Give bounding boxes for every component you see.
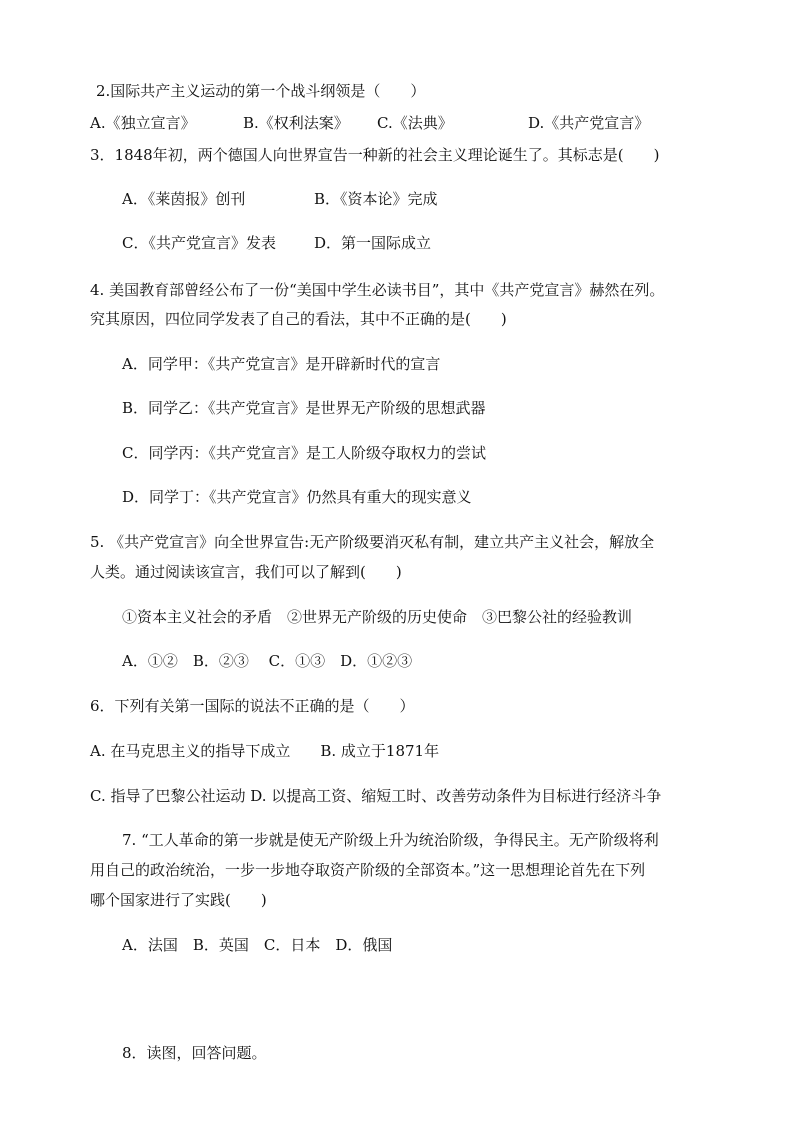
question-4-option-b: B．同学乙：《共产党宣言》是世界无产阶级的思想武器 — [122, 399, 486, 417]
question-7-stem-line-3: 哪个国家进行了实践( ) — [90, 891, 267, 909]
question-8-stem: 8．读图，回答问题。 — [122, 1044, 267, 1062]
question-7-stem-line-1: 7. “工人革命的第一步就是使无产阶级上升为统治阶级，争得民主。无产阶级将利 — [122, 831, 659, 849]
question-5-options: A．①② B．②③ C．①③ D．①②③ — [122, 652, 413, 670]
question-2-option-a: A.《独立宣言》 — [90, 114, 196, 132]
question-4-option-c: C．同学丙：《共产党宣言》是工人阶级夺取权力的尝试 — [122, 444, 486, 462]
question-2-option-c: C.《法典》 — [377, 114, 453, 132]
question-5-stem-line-1: 5. 《共产党宣言》向全世界宣告:无产阶级要消灭私有制，建立共产主义社会，解放全 — [90, 533, 655, 551]
question-4-option-a: A．同学甲：《共产党宣言》是开辟新时代的宣言 — [122, 355, 441, 373]
question-3-option-b: B．《资本论》完成 — [314, 190, 438, 208]
question-3-option-c: C．《共产党宣言》发表 — [122, 234, 276, 252]
question-7-options: A．法国 B．英国 C．日本 D．俄国 — [122, 936, 393, 954]
question-4-stem-line-2: 究其原因，四位同学发表了自己的看法，其中不正确的是( ) — [90, 310, 507, 328]
question-4-option-d: D．同学丁：《共产党宣言》仍然具有重大的现实意义 — [122, 488, 472, 506]
question-3-stem: 3．1848年初，两个德国人向世界宣告一种新的社会主义理论诞生了。其标志是( ) — [90, 146, 660, 164]
question-5-statements: ①资本主义社会的矛盾 ②世界无产阶级的历史使命 ③巴黎公社的经验教训 — [122, 608, 633, 626]
question-3-option-a: A．《莱茵报》创刊 — [122, 190, 246, 208]
question-2-option-b: B.《权利法案》 — [243, 114, 349, 132]
question-4-stem-line-1: 4. 美国教育部曾经公布了一份“美国中学生必读书目”，其中《共产党宣言》赫然在列。 — [90, 281, 665, 299]
question-3-option-d: D．第一国际成立 — [314, 234, 432, 252]
question-6-stem: 6．下列有关第一国际的说法不正确的是（ ） — [90, 697, 415, 715]
question-7-stem-line-2: 用自己的政治统治，一步一步地夺取资产阶级的全部资本。”这一思想理论首先在下列 — [90, 861, 646, 879]
question-5-stem-line-2: 人类。通过阅读该宣言，我们可以了解到( ) — [90, 563, 402, 581]
question-6-options-line-1: A. 在马克思主义的指导下成立 B. 成立于1871年 — [90, 742, 440, 760]
question-6-options-line-2: C. 指导了巴黎公社运动 D. 以提高工资、缩短工时、改善劳动条件为目标进行经济斗争 — [90, 787, 662, 805]
question-2-stem: 2.国际共产主义运动的第一个战斗纲领是（ ） — [96, 82, 426, 100]
question-2-option-d: D.《共产党宣言》 — [528, 114, 650, 132]
